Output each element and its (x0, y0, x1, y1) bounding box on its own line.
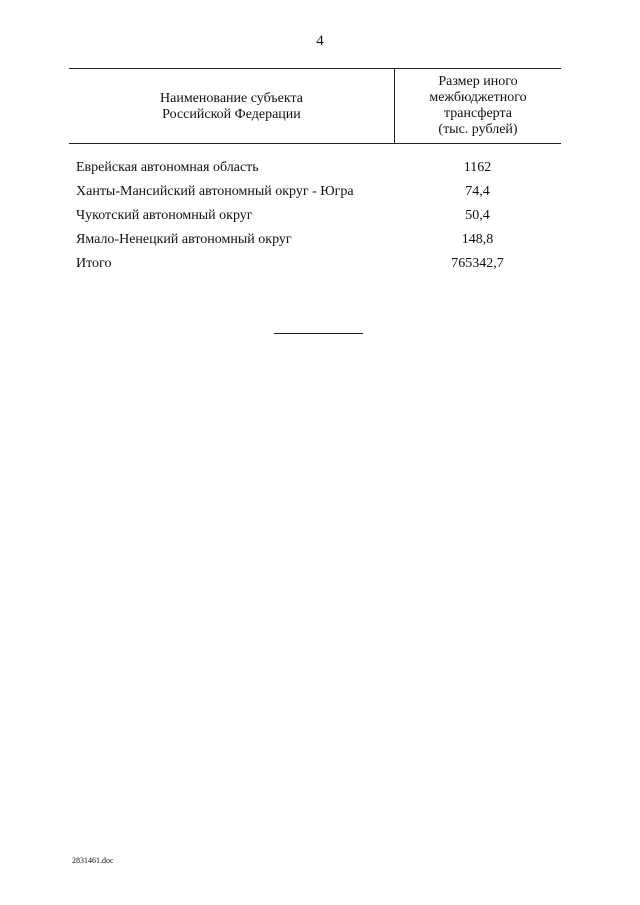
header-transfer-amount (394, 69, 561, 143)
header-subject-line: Российской Федерации (162, 107, 301, 122)
subject-name-cell: Чукотский автономный округ (76, 208, 253, 223)
amount-cell: 148,8 (461, 232, 494, 247)
table-row (76, 204, 561, 228)
table-body (76, 156, 561, 276)
end-of-table-rule (274, 333, 363, 334)
header-amount-line: (тыс. рублей) (438, 122, 518, 137)
table-row (76, 228, 561, 252)
header-amount-line: межбюджетного (429, 90, 527, 105)
subject-name-cell: Еврейская автономная область (76, 160, 259, 175)
table-header (69, 68, 561, 144)
header-amount-line: Размер иного (438, 74, 518, 89)
table-row-total (76, 252, 561, 276)
document-filename: 2831461.doc (72, 856, 114, 865)
table-row (76, 180, 561, 204)
amount-cell: 74,4 (465, 184, 490, 199)
amount-cell: 50,4 (465, 208, 490, 223)
subject-name-cell: Ямало-Ненецкий автономный округ (76, 232, 292, 247)
total-label-cell: Итого (76, 256, 112, 271)
header-subject-line: Наименование субъекта (160, 91, 303, 106)
header-amount-line: трансферта (444, 106, 512, 121)
amount-cell: 1162 (463, 160, 492, 175)
page-number: 4 (316, 33, 324, 49)
header-subject-name (69, 69, 394, 143)
subject-name-cell: Ханты-Мансийский автономный округ - Югра (76, 184, 354, 199)
total-amount-cell: 765342,7 (451, 256, 504, 271)
table-row (76, 156, 561, 180)
